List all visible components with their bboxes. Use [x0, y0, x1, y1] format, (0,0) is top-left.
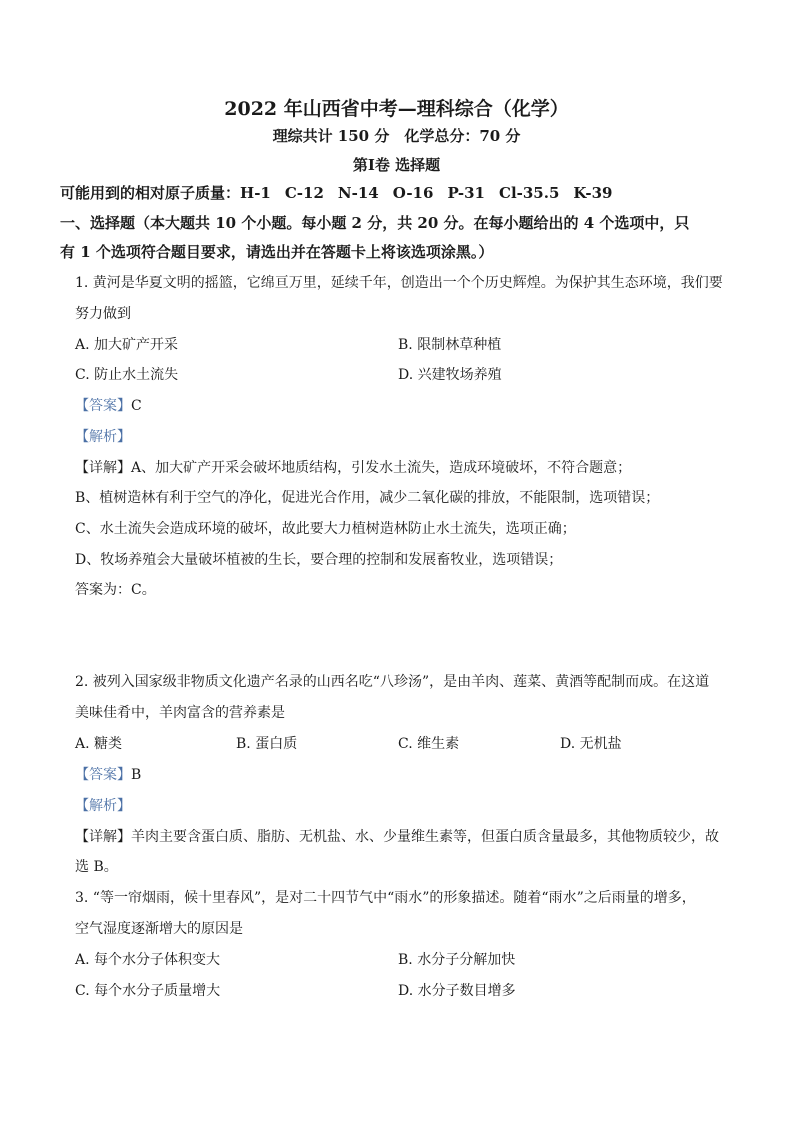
atomic-masses-label: 可能用到的相对原子质量： [60, 184, 241, 202]
question-1-option-b: B. 限制林草种植 [398, 337, 502, 353]
section-instructions-1: 一、选择题（本大题共 10 个小题。每小题 2 分，共 20 分。在每小题给出的 4 个选项中，只 [60, 214, 690, 232]
answer-tag: 【答案】 [75, 767, 131, 783]
question-1-stem-2: 努力做到 [75, 306, 131, 322]
atomic-mass: P-31 [447, 184, 485, 202]
question-2-detail-2: 选 B。 [75, 859, 118, 875]
score-info: 理综共计 150 分 化学总分：70 分 [272, 127, 521, 145]
question-2-detail-1 [75, 827, 733, 847]
question-1-option-c: C. 防止水土流失 [75, 367, 179, 383]
question-1-detail-1 [75, 458, 733, 478]
question-1-conclusion: 答案为：C。 [75, 582, 156, 598]
question-3-option-d: D. 水分子数目增多 [398, 983, 516, 999]
atomic-mass: Cl-35.5 [499, 184, 560, 202]
atomic-mass: H-1 [240, 184, 271, 202]
question-3-stem-2: 空气湿度逐渐增大的原因是 [75, 921, 243, 937]
page-title: 2022 年山西省中考—理科综合（化学） [224, 98, 569, 120]
question-3-stem-1: 3. “等一帘烟雨，候十里春风”，是对二十四节气中“雨水”的形象描述。随着“雨水”之后雨量的增多， [75, 890, 696, 906]
question-3-option-a: A. 每个水分子体积变大 [75, 952, 221, 968]
atomic-mass: K-39 [573, 184, 613, 202]
section-instructions-2: 有 1 个选项符合题目要求，请选出并在答题卡上将该选项涂黑。） [60, 243, 494, 261]
question-1-detail-2: B、植树造林有利于空气的净化，促进光合作用，减少二氧化碳的排放，不能限制，选项错误； [75, 490, 660, 506]
question-3-option-b: B. 水分子分解加快 [398, 952, 516, 968]
question-2-option-d: D. 无机盐 [560, 736, 622, 752]
question-1-option-d: D. 兴建牧场养殖 [398, 367, 502, 383]
answer-value: C [131, 398, 142, 414]
question-1-detail-4: D、牧场养殖会大量破坏植被的生长，要合理的控制和发展畜牧业，选项错误； [75, 552, 563, 568]
question-2-option-c: C. 维生素 [398, 736, 460, 752]
question-3-option-c: C. 每个水分子质量增大 [75, 983, 221, 999]
question-1-answer [75, 396, 733, 416]
atomic-mass: C-12 [284, 184, 324, 202]
detail-text: 羊肉主要含蛋白质、脂肪、无机盐、水、少量维生素等，但蛋白质含量最多，其他物质较少，故 [131, 829, 719, 845]
atomic-mass: O-16 [392, 184, 434, 202]
atomic-mass: N-14 [337, 184, 379, 202]
question-2-stem-1: 2. 被列入国家级非物质文化遗产名录的山西名吃“八珍汤”，是由羊肉、莲菜、黄酒等配制而成。在这道 [75, 674, 710, 690]
question-2-stem-2: 美味佳肴中，羊肉富含的营养素是 [75, 705, 285, 721]
detail-text: A、加大矿产开采会破坏地质结构，引发水土流失，造成环境破坏，不符合题意； [131, 460, 632, 476]
question-1-analysis-tag: 【解析】 [75, 429, 131, 445]
answer-value: B [131, 767, 142, 783]
detail-tag: 【详解】 [75, 460, 131, 476]
question-2-analysis-tag: 【解析】 [75, 798, 131, 814]
question-1-detail-3: C、水土流失会造成环境的破坏，故此要大力植树造林防止水土流失，选项正确； [75, 521, 576, 537]
question-2-option-b: B. 蛋白质 [236, 736, 298, 752]
question-2-option-a: A. 糖类 [75, 736, 123, 752]
atomic-masses [60, 183, 733, 203]
question-1-stem-1: 1. 黄河是华夏文明的摇篮，它绵亘万里，延续千年，创造出一个个历史辉煌。为保护其生态环境，我们要 [75, 275, 723, 291]
question-2-answer [75, 765, 733, 785]
detail-tag: 【详解】 [75, 829, 131, 845]
answer-tag: 【答案】 [75, 398, 131, 414]
volume-heading: 第I卷 选择题 [352, 156, 441, 174]
question-1-option-a: A. 加大矿产开采 [75, 337, 179, 353]
